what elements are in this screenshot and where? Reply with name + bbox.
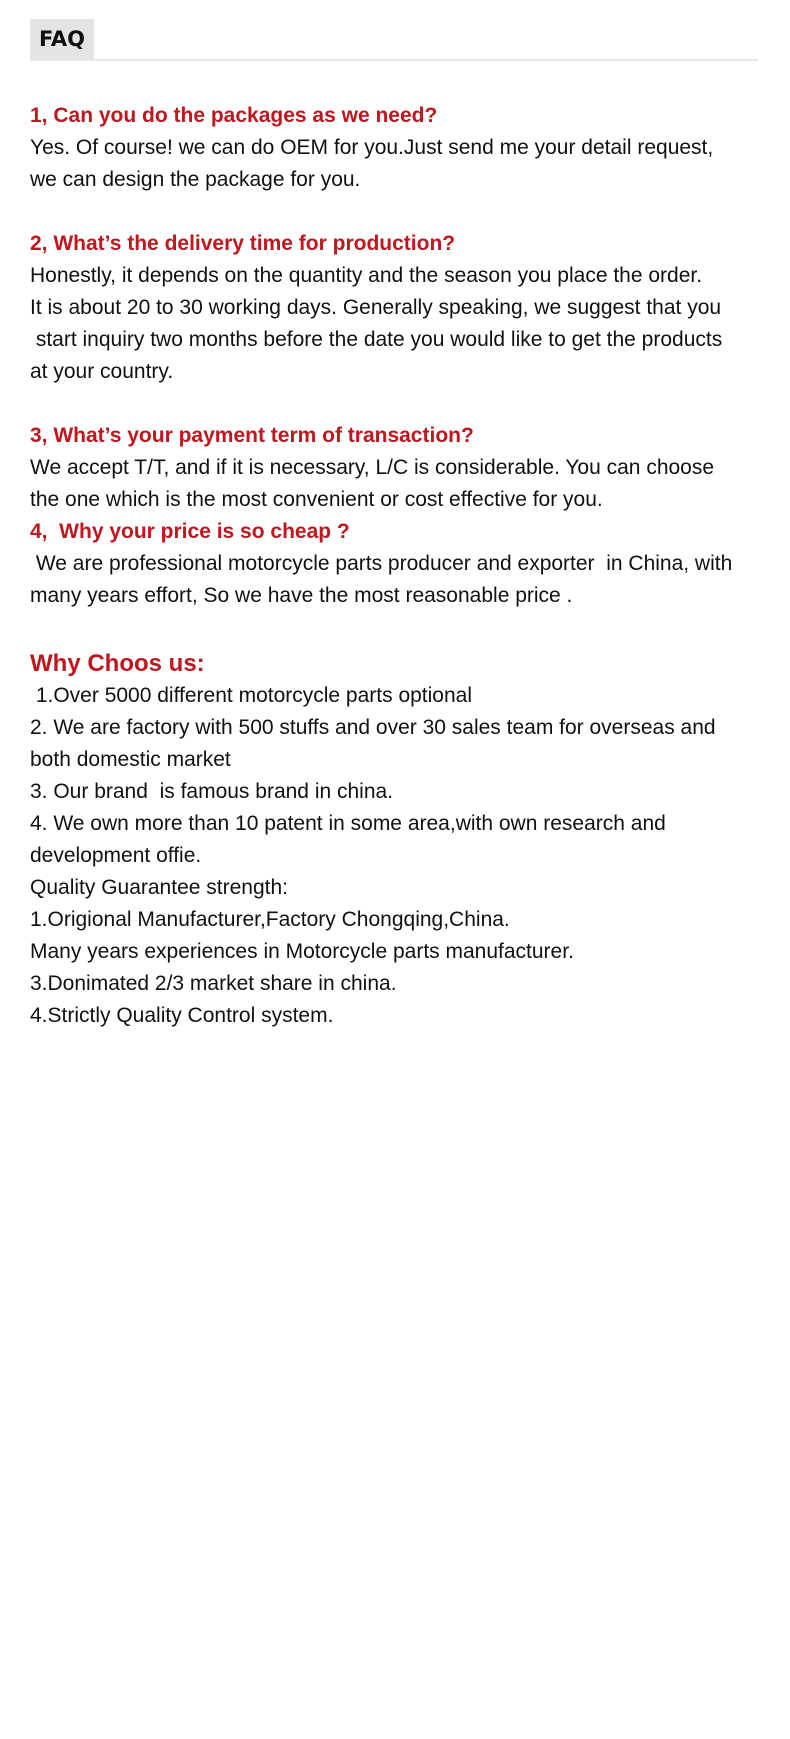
- faq-question: 2, What’s the delivery time for production?: [30, 232, 456, 255]
- faq-answer-line: Honestly, it depends on the quantity and the season you place the order.: [30, 264, 703, 287]
- faq-question: 4, Why your price is so cheap ?: [30, 520, 350, 543]
- faq-answer-line: the one which is the most convenient or cost effective for you.: [30, 488, 603, 511]
- faq-item-1: [30, 100, 770, 196]
- faq-item-3: [30, 420, 770, 516]
- why-line: 1.Origional Manufacturer,Factory Chongqing,China.: [30, 908, 510, 931]
- why-line: 3. Our brand is famous brand in china.: [30, 780, 394, 803]
- faq-item-2: [30, 228, 770, 388]
- quality-guarantee-heading: Quality Guarantee strength:: [30, 876, 288, 899]
- why-line: 2. We are factory with 500 stuffs and over 30 sales team for overseas and: [30, 716, 716, 739]
- faq-answer-line: We accept T/T, and if it is necessary, L/C is considerable. You can choose: [30, 456, 715, 479]
- why-line: both domestic market: [30, 748, 231, 771]
- faq-answer-line: start inquiry two months before the date you would like to get the products: [30, 328, 723, 351]
- why-line: 3.Donimated 2/3 market share in china.: [30, 972, 397, 995]
- why-line: development offie.: [30, 844, 202, 867]
- faq-answer-line: Yes. Of course! we can do OEM for you.Just send me your detail request,: [30, 136, 714, 159]
- why-line: 4.Strictly Quality Control system.: [30, 1004, 334, 1027]
- why-line: 1.Over 5000 different motorcycle parts optional: [30, 684, 473, 707]
- faq-answer-line: We are professional motorcycle parts producer and exporter in China, with: [30, 552, 733, 575]
- faq-answer-line: we can design the package for you.: [30, 168, 361, 191]
- faq-answer-line: many years effort, So we have the most reasonable price .: [30, 584, 573, 607]
- faq-answer-line: at your country.: [30, 360, 174, 383]
- why-line: Many years experiences in Motorcycle parts manufacturer.: [30, 940, 574, 963]
- faq-tab-label: FAQ: [30, 19, 94, 59]
- faq-answer-line: It is about 20 to 30 working days. Generally speaking, we suggest that you: [30, 296, 722, 319]
- faq-question: 3, What’s your payment term of transaction?: [30, 424, 474, 447]
- why-line: 4. We own more than 10 patent in some area,with own research and: [30, 812, 666, 835]
- faq-item-4: [30, 516, 770, 612]
- faq-question: 1, Can you do the packages as we need?: [30, 104, 438, 127]
- why-choose-us-title: Why Choos us:: [30, 650, 205, 677]
- why-choose-us-section: [30, 648, 770, 1032]
- faq-header: [30, 19, 758, 61]
- faq-content: [30, 100, 770, 1032]
